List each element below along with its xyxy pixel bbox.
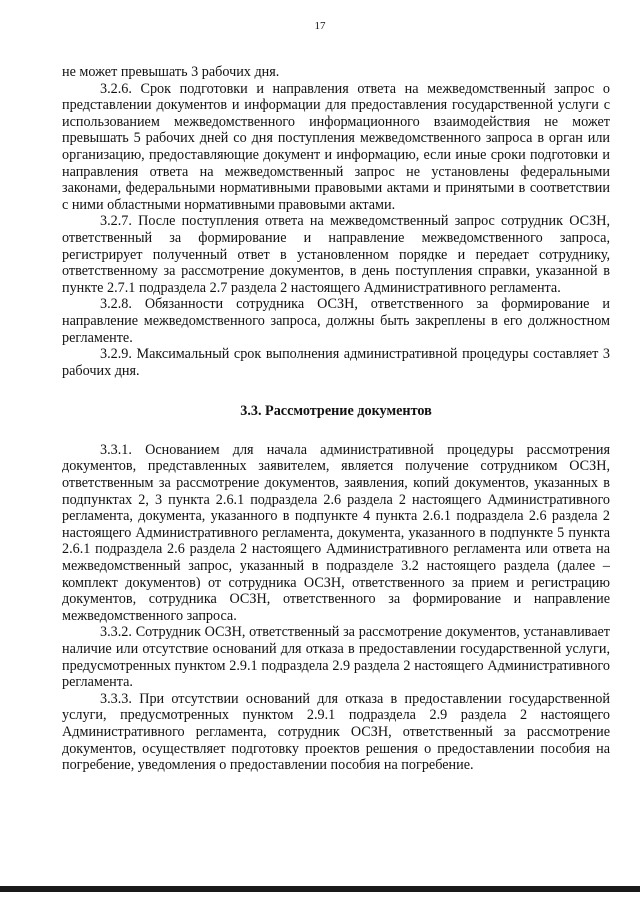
- paragraph-3-2-6: 3.2.6. Срок подготовки и направления ответа на межведомственный запрос о представлении документов и информации для предоставления государственной услуги с использованием межведомственного информационного взаимодействия не может превышать 5 рабочих дней со дня поступления межведомственного запроса в орган или организацию, предоставляющие документ и информацию, если иные сроки подготовки и направления ответа на межведомственный запрос не установлены федеральными законами, федеральными нормативными правовыми актами и принятыми в соответствии с ними областными нормативными правовыми актами.: [62, 80, 610, 213]
- paragraph-3-2-9: 3.2.9. Максимальный срок выполнения административной процедуры составляет 3 рабочих дня.: [62, 346, 610, 379]
- paragraph-3-2-7: 3.2.7. После поступления ответа на межведомственный запрос сотрудник ОСЗН, ответственный за формирование и направление межведомственного запроса, регистрирует полученный ответ в установленном порядке и передает сотруднику, ответственному за рассмотрение документов, в день поступления справки, указанной в пункте 2.7.1 подраздела 2.7 раздела 2 настоящего Административного регламента.: [62, 213, 610, 296]
- paragraph-3-3-3: 3.3.3. При отсутствии оснований для отказа в предоставлении государственной услуги, предусмотренных пунктом 2.9.1 подраздела 2.9 раздела 2 настоящего Административного регламента, сотрудник ОСЗН, ответственный за рассмотрение документов, осуществляет подготовку проектов решения о предоставлении пособия на погребение, уведомления о предоставлении пособия на погребение.: [62, 690, 610, 774]
- paragraph-3-3-2: 3.3.2. Сотрудник ОСЗН, ответственный за рассмотрение документов, устанавливает наличие или отсутствие оснований для отказа в предоставлении государственной услуги, предусмотренных пунктом 2.9.1 подраздела 2.9 раздела 2 настоящего Административного регламента.: [62, 624, 610, 691]
- scan-bottom-border: [0, 886, 640, 892]
- section-title: 3.3. Рассмотрение документов: [240, 403, 432, 420]
- paragraph-3-2-8: 3.2.8. Обязанности сотрудника ОСЗН, ответственного за формирование и направление межведомственного запроса, должны быть закреплены в его должностном регламенте.: [62, 296, 610, 346]
- paragraph-continuation: не может превышать 3 рабочих дня.: [62, 64, 280, 80]
- paragraph-3-3-1: 3.3.1. Основанием для начала административной процедуры рассмотрения документов, представленных заявителем, является получение сотрудником ОСЗН, ответственным за рассмотрение документов, заявления, копий документов, указанных в подпунктах 2, 3 пункта 2.6.1 подраздела 2.6 раздела 2 настоящего Административного регламента, документа, указанного в подпункте 4 пункта 2.6.1 подраздела 2.6 раздела 2 настоящего Административного регламента, документа, указанного в подпункте 5 пункта 2.6.1 подраздела 2.6 раздела 2 настоящего Административного регламента или ответа на межведомственный запрос, указанный в подразделе 3.2 настоящего раздела (далее – комплект документов) от сотрудника ОСЗН, ответственного за прием и регистрацию документов, сотрудника ОСЗН, ответственного за формирование и направление межведомственного запроса.: [62, 441, 610, 624]
- page-number: 17: [314, 20, 326, 32]
- document-body: [62, 64, 610, 774]
